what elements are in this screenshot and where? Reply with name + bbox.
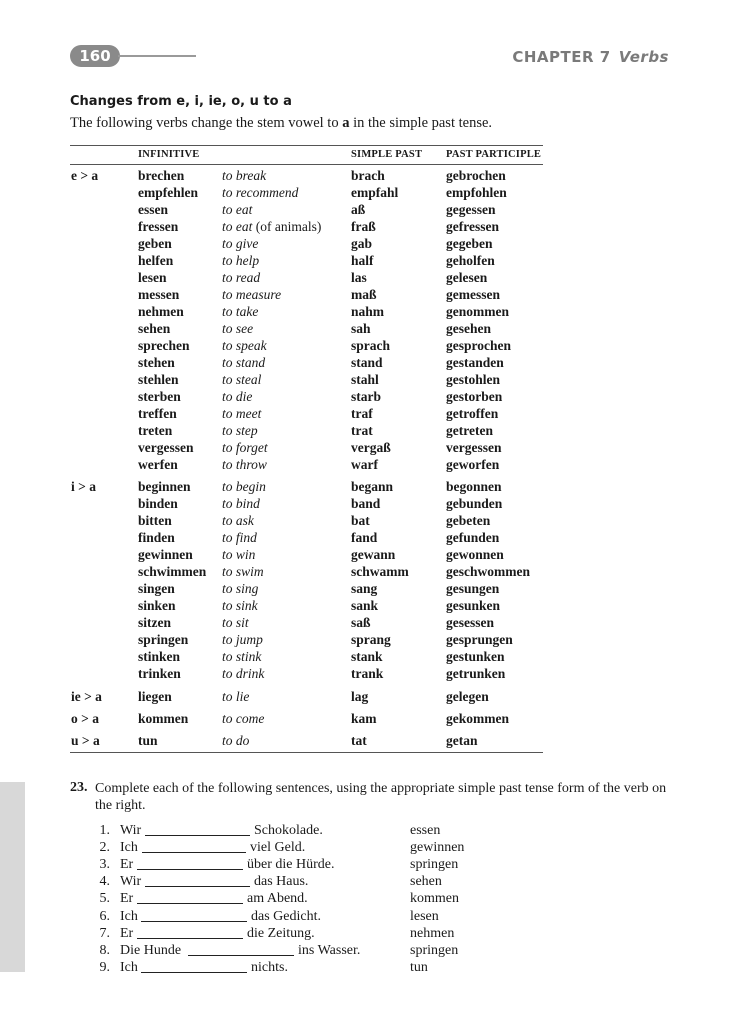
translation-text: to jump [222,632,263,647]
past-participle-cell: gefressen [446,219,499,234]
simple-past-cell: tat [351,733,367,748]
answer-blank[interactable] [142,852,246,853]
section-heading: Changes from e, i, ie, o, u to a [70,94,292,109]
translation-text: to recommend [222,185,299,200]
translation-text: to sit [222,615,249,630]
item-number: 9. [99,959,110,975]
item-subject: Wir [120,874,142,890]
answer-blank[interactable] [137,903,243,904]
past-participle-cell: genommen [446,304,509,319]
simple-past-cell: las [351,270,367,285]
infinitive-cell: brechen [138,168,185,183]
simple-past-cell: sang [351,581,378,596]
simple-past-cell: saß [351,615,371,630]
translation-text: to eat [222,202,253,217]
simple-past-cell: half [351,253,374,268]
exercise-item [0,942,737,959]
infinitive-cell: messen [138,287,180,302]
translation-text: to lie [222,689,250,704]
translation-text: to die [222,389,253,404]
item-number: 2. [99,840,110,856]
vowel-change-group: o > a [71,711,99,726]
answer-blank[interactable] [145,835,250,836]
translation-text: to eat [222,219,253,234]
translation-cell [222,218,321,235]
simple-past-cell: lag [351,689,369,704]
header-infinitive: INFINITIVE [138,149,200,160]
answer-blank[interactable] [145,886,250,887]
answer-blank[interactable] [188,955,294,956]
item-verb-prompt: springen [410,857,459,873]
table-top-rule [70,145,543,146]
infinitive-cell: vergessen [138,440,194,455]
translation-text: to help [222,253,260,268]
translation-cell [222,631,263,648]
infinitive-cell: sehen [138,321,171,336]
translation-cell [222,665,264,682]
translation-cell [222,495,260,512]
infinitive-cell: geben [138,236,172,251]
simple-past-cell: vergaß [351,440,391,455]
intro-text-bold: a [342,115,350,131]
item-number: 6. [99,908,110,924]
infinitive-cell: nehmen [138,304,184,319]
infinitive-cell: helfen [138,253,174,268]
header-past-participle: PAST PARTICIPLE [446,149,542,160]
past-participle-cell: gesessen [446,615,494,630]
simple-past-cell: warf [351,457,378,472]
infinitive-cell: treffen [138,406,177,421]
item-verb-prompt: lesen [410,908,439,924]
exercise-number: 23. [70,780,88,795]
vowel-change-group: u > a [71,733,100,748]
infinitive-cell: essen [138,202,168,217]
answer-blank[interactable] [141,972,247,973]
item-subject: Ich [120,959,138,975]
page-number: 160 [70,45,120,67]
translation-text: to begin [222,479,266,494]
infinitive-cell: trinken [138,666,181,681]
past-participle-cell: gesprochen [446,338,512,353]
translation-cell [222,546,255,563]
item-verb-prompt: nehmen [410,925,455,941]
header-divider [118,55,196,57]
past-participle-cell: geholfen [446,253,495,268]
infinitive-cell: finden [138,530,175,545]
simple-past-cell: fraß [351,219,376,234]
translation-note: (of animals) [252,219,322,234]
simple-past-cell: sprach [351,338,391,353]
translation-cell [222,710,264,727]
past-participle-cell: gefunden [446,530,500,545]
infinitive-cell: sterben [138,389,181,404]
chapter-header [512,48,669,66]
infinitive-cell: sprechen [138,338,190,353]
item-subject: Er [120,857,134,873]
translation-cell [222,439,268,456]
simple-past-cell: traf [351,406,373,421]
past-participle-cell: gestunken [446,649,505,664]
past-participle-cell: gesprungen [446,632,513,647]
item-subject: Wir [120,823,142,838]
translation-text: to swim [222,564,264,579]
simple-past-cell: bat [351,513,370,528]
item-sentence-rest: über die Hürde. [247,857,335,873]
past-participle-cell: getroffen [446,406,499,421]
translation-cell [222,597,258,614]
infinitive-cell: binden [138,496,178,511]
exercise-item [0,873,737,890]
translation-cell [222,354,265,371]
infinitive-cell: werfen [138,457,178,472]
item-number: 7. [99,925,110,941]
simple-past-cell: stank [351,649,383,664]
infinitive-cell: lesen [138,270,167,285]
simple-past-cell: gewann [351,547,396,562]
simple-past-cell: schwamm [351,564,409,579]
simple-past-cell: stand [351,355,383,370]
translation-text: to ask [222,513,254,528]
infinitive-cell: springen [138,632,189,647]
infinitive-cell: fressen [138,219,179,234]
item-number: 1. [99,823,110,838]
item-sentence-rest: am Abend. [247,891,308,907]
translation-cell [222,201,252,218]
translation-cell [222,478,266,495]
exercise-item [0,856,737,873]
translation-text: to bind [222,496,260,511]
translation-cell [222,563,264,580]
infinitive-cell: tun [138,733,158,748]
past-participle-cell: gebunden [446,496,503,511]
translation-cell [222,456,267,473]
translation-cell [222,184,298,201]
translation-text: to see [222,321,254,336]
translation-text: to meet [222,406,262,421]
chapter-title: Verbs [618,48,669,66]
item-verb-prompt: essen [410,823,441,838]
past-participle-cell: geworfen [446,457,500,472]
chapter-label: CHAPTER 7 [512,48,611,66]
translation-text: to do [222,733,250,748]
simple-past-cell: brach [351,168,385,183]
translation-text: to find [222,530,257,545]
translation-cell [222,732,249,749]
infinitive-cell: beginnen [138,479,191,494]
infinitive-cell: empfehlen [138,185,198,200]
simple-past-cell: maß [351,287,377,302]
simple-past-cell: starb [351,389,381,404]
item-sentence-rest: das Haus. [254,874,309,890]
simple-past-cell: nahm [351,304,385,319]
translation-text: to come [222,711,265,726]
past-participle-cell: getan [446,733,478,748]
translation-text: to give [222,236,259,251]
translation-cell [222,337,267,354]
item-number: 8. [99,942,110,958]
exercise-item [0,839,737,856]
infinitive-cell: gewinnen [138,547,193,562]
simple-past-cell: sprang [351,632,391,647]
item-number: 3. [99,857,110,873]
item-number: 5. [99,891,110,907]
item-sentence-rest: das Gedicht. [251,908,321,924]
past-participle-cell: gestohlen [446,372,500,387]
infinitive-cell: stehen [138,355,175,370]
exercise-instruction: Complete each of the following sentences, using the appropriate simple past tense form of the verb on the right. [95,781,667,813]
translation-cell [222,422,258,439]
infinitive-cell: kommen [138,711,189,726]
translation-text: to stand [222,355,266,370]
past-participle-cell: begonnen [446,479,502,494]
item-subject: Er [120,925,134,941]
infinitive-cell: treten [138,423,173,438]
infinitive-cell: sinken [138,598,176,613]
translation-cell [222,167,266,184]
translation-cell [222,303,258,320]
past-participle-cell: geschwommen [446,564,530,579]
item-subject: Er [120,891,134,907]
item-subject: Die Hunde [120,942,182,958]
simple-past-cell: kam [351,711,377,726]
past-participle-cell: gelesen [446,270,488,285]
translation-text: to take [222,304,259,319]
table-bottom-rule [70,752,543,753]
translation-cell [222,320,253,337]
intro-text-before: The following verbs change the stem vowel to [70,115,343,131]
simple-past-cell: sah [351,321,371,336]
translation-text: to speak [222,338,267,353]
simple-past-cell: gab [351,236,373,251]
simple-past-cell: stahl [351,372,379,387]
item-verb-prompt: springen [410,942,459,958]
exercise-item [0,959,737,976]
simple-past-cell: band [351,496,381,511]
simple-past-cell: trat [351,423,373,438]
translation-cell [222,405,261,422]
past-participle-cell: vergessen [446,440,502,455]
translation-text: to win [222,547,256,562]
table-header-rule [70,164,543,165]
infinitive-cell: singen [138,581,175,596]
intro-text [70,115,492,132]
translation-cell [222,388,252,405]
exercise-item [0,890,737,907]
translation-text: to sink [222,598,258,613]
vowel-change-group: ie > a [71,689,102,704]
translation-cell [222,235,258,252]
infinitive-cell: sitzen [138,615,171,630]
item-sentence-rest: die Zeitung. [247,925,315,941]
past-participle-cell: gegeben [446,236,493,251]
exercise-item [0,822,737,839]
translation-cell [222,614,249,631]
item-verb-prompt: kommen [410,891,459,907]
translation-text: to throw [222,457,267,472]
translation-text: to forget [222,440,268,455]
answer-blank[interactable] [137,869,243,870]
translation-cell [222,371,261,388]
item-number: 4. [99,874,110,890]
header-simple-past: SIMPLE PAST [351,149,423,160]
translation-cell [222,512,254,529]
item-sentence-rest: nichts. [251,959,288,975]
past-participle-cell: gesungen [446,581,500,596]
past-participle-cell: gegessen [446,202,496,217]
past-participle-cell: gelegen [446,689,489,704]
past-participle-cell: gekommen [446,711,509,726]
item-verb-prompt: tun [410,959,428,975]
translation-cell [222,648,261,665]
vowel-change-group: i > a [71,479,96,494]
item-verb-prompt: sehen [410,874,442,890]
past-participle-cell: gebeten [446,513,491,528]
infinitive-cell: bitten [138,513,172,528]
translation-cell [222,286,281,303]
past-participle-cell: gestanden [446,355,504,370]
past-participle-cell: gemessen [446,287,500,302]
item-subject: Ich [120,840,138,856]
infinitive-cell: stehlen [138,372,179,387]
vowel-change-group: e > a [71,168,99,183]
item-sentence-rest: viel Geld. [250,840,306,856]
answer-blank[interactable] [137,938,243,939]
item-subject: Ich [120,908,138,924]
translation-cell [222,580,258,597]
simple-past-cell: sank [351,598,379,613]
past-participle-cell: empfohlen [446,185,507,200]
translation-cell [222,269,260,286]
translation-text: to stink [222,649,262,664]
exercise-item [0,908,737,925]
translation-text: to read [222,270,261,285]
past-participle-cell: gebrochen [446,168,506,183]
translation-text: to steal [222,372,262,387]
answer-blank[interactable] [141,921,247,922]
simple-past-cell: fand [351,530,378,545]
exercise-item [0,925,737,942]
translation-text: to drink [222,666,265,681]
translation-text: to measure [222,287,282,302]
infinitive-cell: stinken [138,649,181,664]
item-sentence-rest: ins Wasser. [298,942,361,958]
intro-text-after: in the simple past tense. [349,115,493,131]
simple-past-cell: trank [351,666,384,681]
infinitive-cell: liegen [138,689,172,704]
simple-past-cell: empfahl [351,185,399,200]
translation-text: to break [222,168,267,183]
simple-past-cell: aß [351,202,366,217]
translation-cell [222,252,259,269]
translation-text: to step [222,423,258,438]
infinitive-cell: schwimmen [138,564,207,579]
item-verb-prompt: gewinnen [410,840,465,856]
past-participle-cell: gestorben [446,389,503,404]
simple-past-cell: begann [351,479,394,494]
item-sentence-rest: Schokolade. [254,823,323,838]
translation-cell [222,688,249,705]
past-participle-cell: gewonnen [446,547,504,562]
past-participle-cell: getreten [446,423,493,438]
translation-cell [222,529,257,546]
past-participle-cell: getrunken [446,666,506,681]
translation-text: to sing [222,581,259,596]
past-participle-cell: gesehen [446,321,491,336]
past-participle-cell: gesunken [446,598,501,613]
